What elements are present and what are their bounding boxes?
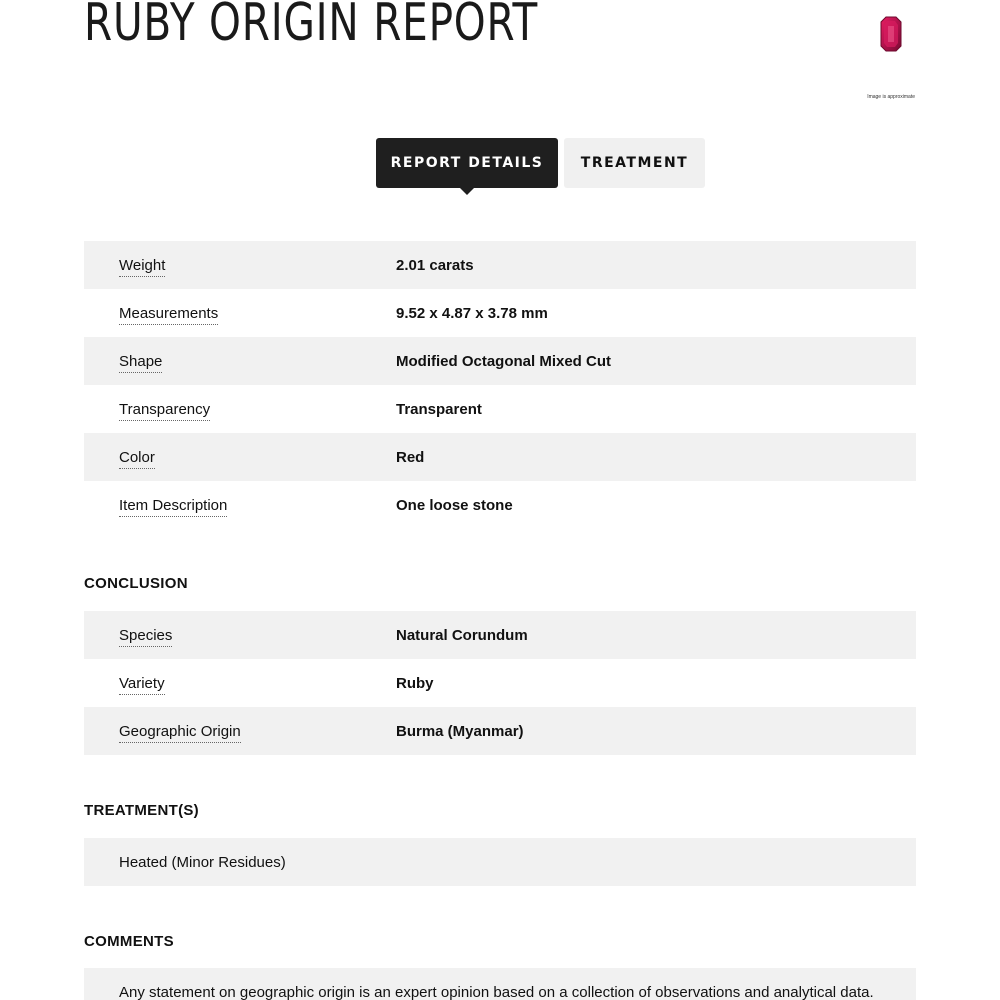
conclusion-table	[84, 611, 916, 755]
detail-label-item-description[interactable]: Item Description	[119, 497, 227, 517]
conclusion-label-species[interactable]: Species	[119, 627, 172, 647]
detail-label-measurements[interactable]: Measurements	[119, 305, 218, 325]
comments-text: Any statement on geographic origin is an expert opinion based on a collection of observations and analytical data.	[84, 968, 916, 1000]
treatments-heading: TREATMENT(S)	[84, 802, 199, 819]
conclusion-value-geographic-origin: Burma (Myanmar)	[396, 722, 524, 740]
treatments-table	[84, 838, 916, 886]
table-row	[84, 433, 916, 481]
table-row	[84, 659, 916, 707]
page-title: RUBY ORIGIN REPORT	[84, 0, 539, 53]
table-row	[84, 337, 916, 385]
conclusion-value-species: Natural Corundum	[396, 626, 528, 644]
detail-label-shape[interactable]: Shape	[119, 353, 162, 373]
tab-treatment[interactable]: TREATMENT	[564, 138, 705, 188]
detail-value-shape: Modified Octagonal Mixed Cut	[396, 352, 612, 370]
report-tabs	[376, 138, 705, 188]
detail-value-measurements: 9.52 x 4.87 x 3.78 mm	[396, 304, 548, 322]
treatment-value: Heated (Minor Residues)	[84, 838, 916, 886]
ruby-gem-image	[880, 16, 902, 52]
tab-report-details[interactable]: REPORT DETAILS	[376, 138, 558, 188]
detail-value-weight: 2.01 carats	[396, 256, 474, 274]
conclusion-label-geographic-origin[interactable]: Geographic Origin	[119, 723, 241, 743]
detail-value-color: Red	[396, 448, 425, 466]
table-row	[84, 241, 916, 289]
detail-label-weight[interactable]: Weight	[119, 257, 165, 277]
detail-label-color[interactable]: Color	[119, 449, 155, 469]
detail-label-transparency[interactable]: Transparency	[119, 401, 210, 421]
detail-value-item-description: One loose stone	[396, 496, 513, 514]
comments-heading: COMMENTS	[84, 933, 174, 950]
table-row	[84, 289, 916, 337]
conclusion-heading: CONCLUSION	[84, 575, 188, 592]
details-table	[84, 241, 916, 529]
table-row	[84, 611, 916, 659]
table-row	[84, 707, 916, 755]
table-row	[84, 481, 916, 529]
conclusion-label-variety[interactable]: Variety	[119, 675, 165, 695]
conclusion-value-variety: Ruby	[396, 674, 434, 692]
table-row	[84, 385, 916, 433]
detail-value-transparency: Transparent	[396, 400, 482, 418]
image-approximate-note: Image is approximate	[867, 94, 915, 100]
